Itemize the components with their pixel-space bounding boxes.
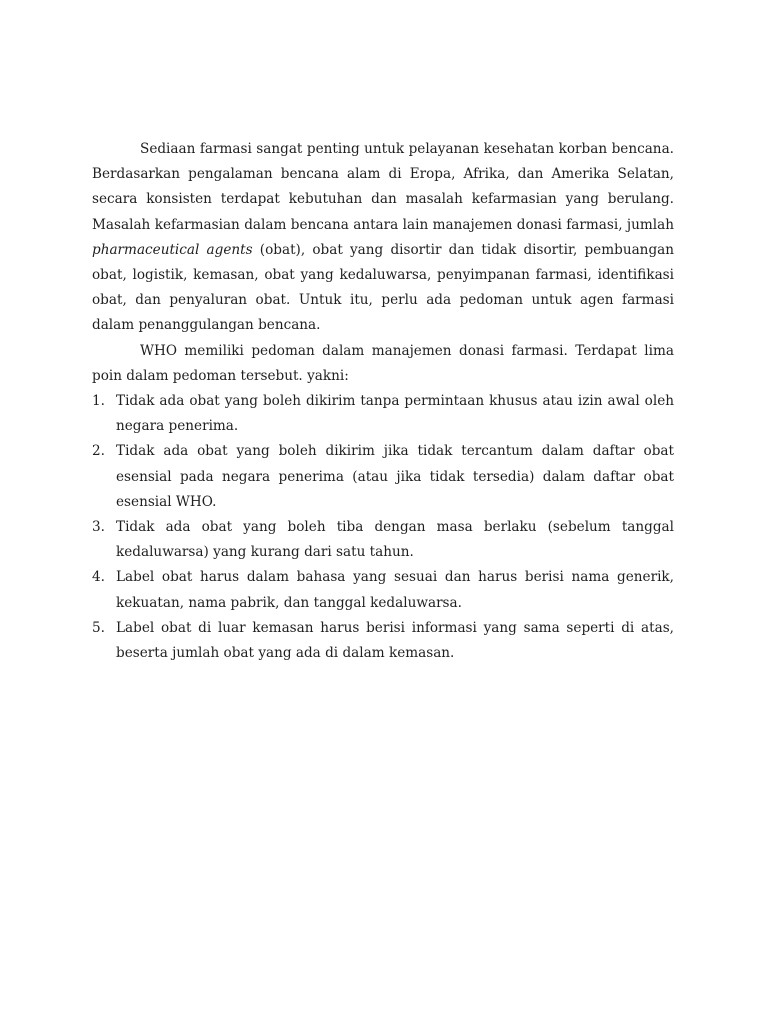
list-item-text: Tidak ada obat yang boleh dikirim tanpa permintaan khusus atau izin awal oleh negara penerima. bbox=[116, 393, 674, 435]
paragraph-intro-italic-term: pharmaceutical agents bbox=[92, 241, 253, 258]
paragraph-intro-text-start: Sediaan farmasi sangat penting untuk pelayanan kesehatan korban bencana. Berdasarkan pengalaman bencana alam di Eropa, Afrika, dan Amerika Selatan, secara konsisten terdapat kebutuhan dan masalah kefarmasian yang berulang. Masalah kefarmasian dalam bencana antara lain manajemen donasi farmasi, jumlah bbox=[92, 141, 674, 233]
list-item-text: Tidak ada obat yang boleh dikirim jika tidak tercantum dalam daftar obat esensial pada negara penerima (atau jika tidak tersedia) dalam daftar obat esensial WHO. bbox=[116, 443, 674, 510]
list-item-number: 3. bbox=[92, 519, 105, 536]
list-item-number: 4. bbox=[92, 569, 105, 586]
list-item bbox=[92, 389, 674, 439]
list-item-number: 1. bbox=[92, 393, 105, 410]
paragraph-intro-text-end: (obat), obat yang disortir dan tidak disortir, pembuangan obat, logistik, kemasan, obat yang kedaluwarsa, penyimpanan farmasi, identifikasi obat, dan penyaluran obat. Untuk itu, perlu ada pedoman untuk agen farmasi dalam penanggulangan bencana. bbox=[92, 241, 674, 334]
guideline-list bbox=[92, 389, 674, 666]
list-item-text: Label obat harus dalam bahasa yang sesuai dan harus berisi nama generik, kekuatan, nama pabrik, dan tanggal kedaluwarsa. bbox=[116, 569, 674, 611]
list-item bbox=[92, 565, 674, 615]
list-item bbox=[92, 616, 674, 666]
document-page bbox=[92, 137, 674, 666]
paragraph-intro bbox=[92, 137, 674, 339]
paragraph-who: WHO memiliki pedoman dalam manajemen donasi farmasi. Terdapat lima poin dalam pedoman tersebut. yakni: bbox=[92, 342, 674, 384]
list-item-number: 2. bbox=[92, 443, 105, 460]
list-item-text: Label obat di luar kemasan harus berisi informasi yang sama seperti di atas, beserta jumlah obat yang ada di dalam kemasan. bbox=[116, 619, 674, 662]
list-item-text: Tidak ada obat yang boleh tiba dengan masa berlaku (sebelum tanggal kedaluwarsa) yang kurang dari satu tahun. bbox=[116, 519, 674, 561]
list-item bbox=[92, 515, 674, 565]
list-item bbox=[92, 439, 674, 515]
list-item-number: 5. bbox=[92, 619, 105, 636]
